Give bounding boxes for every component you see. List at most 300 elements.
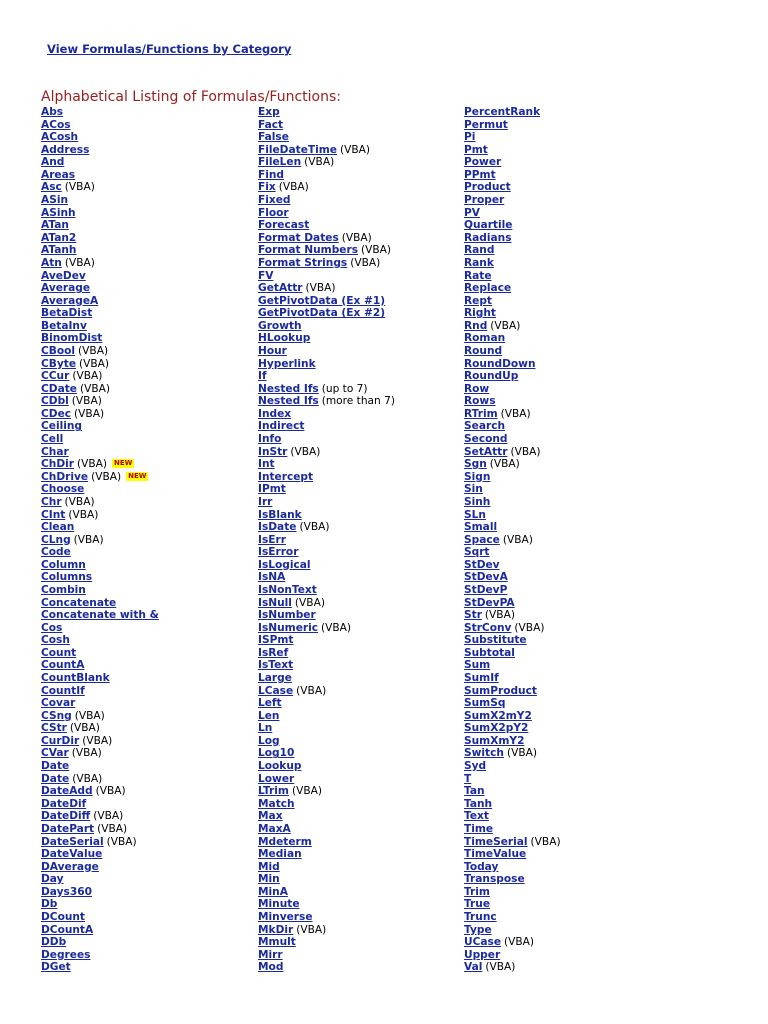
function-link[interactable]: FileDateTime [258, 143, 337, 156]
function-list-item [464, 332, 664, 345]
function-note: (up to 7) [321, 382, 368, 395]
function-link[interactable]: InStr [258, 445, 288, 458]
function-list-item [258, 685, 458, 698]
function-link[interactable]: Time [464, 822, 494, 835]
function-link[interactable]: Text [464, 810, 489, 823]
function-link[interactable]: CStr [41, 722, 67, 735]
function-link[interactable]: Val [464, 961, 483, 974]
function-list-item [258, 534, 458, 547]
function-link[interactable]: SumProduct [464, 684, 537, 697]
function-link[interactable]: CBool [41, 344, 76, 357]
function-link[interactable]: GetAttr [258, 282, 303, 295]
function-link[interactable]: CSng [41, 709, 72, 722]
function-list-item [464, 735, 664, 748]
function-list-item [41, 810, 241, 823]
function-list-item [464, 420, 664, 433]
function-note: (VBA) [299, 521, 330, 534]
function-link[interactable]: StrConv [464, 621, 512, 634]
function-list-item [258, 697, 458, 710]
function-link[interactable]: Degrees [41, 948, 91, 961]
function-link[interactable]: BetaDist [41, 307, 93, 320]
function-list-item [464, 697, 664, 710]
function-list-item [464, 634, 664, 647]
function-link[interactable]: Search [464, 420, 506, 433]
function-link[interactable]: IsError [258, 546, 299, 559]
function-link[interactable]: Days360 [41, 885, 92, 898]
function-link[interactable]: Rows [464, 395, 496, 408]
function-link[interactable]: Format Numbers [258, 244, 358, 257]
function-link[interactable]: Switch [464, 747, 504, 760]
function-list-item [258, 131, 458, 144]
function-link[interactable]: BinomDist [41, 332, 103, 345]
function-note: (VBA) [278, 181, 309, 194]
function-link[interactable]: RoundUp [464, 370, 519, 383]
function-list-item [464, 320, 664, 333]
function-link[interactable]: Date [41, 760, 70, 773]
function-link[interactable]: CountBlank [41, 672, 110, 685]
function-link[interactable]: DGet [41, 961, 71, 974]
function-link[interactable]: DCount [41, 911, 85, 923]
function-list-item [258, 509, 458, 522]
function-link[interactable]: Trim [464, 885, 490, 898]
function-list-item [464, 559, 664, 572]
function-link[interactable]: True [464, 898, 491, 911]
function-link[interactable]: ATan [41, 219, 69, 232]
function-link[interactable]: DateDif [41, 797, 87, 810]
function-link[interactable]: Second [464, 433, 508, 446]
function-link[interactable]: Fact [258, 118, 284, 131]
function-list-item [258, 181, 458, 194]
function-link[interactable]: IsNull [258, 596, 292, 609]
function-list-item [258, 836, 458, 849]
function-link[interactable]: SumX2pY2 [464, 722, 529, 735]
function-list-item [258, 156, 458, 169]
function-note: (VBA) [91, 470, 122, 483]
function-list-item [41, 886, 241, 899]
function-list-item [41, 634, 241, 647]
function-list-item [464, 458, 664, 471]
function-link[interactable]: Cosh [41, 634, 70, 647]
function-link[interactable]: Sum [464, 659, 491, 672]
function-link[interactable]: Row [464, 382, 490, 395]
function-link[interactable]: Power [464, 156, 502, 169]
function-list-item [464, 169, 664, 182]
function-link[interactable]: Rank [464, 256, 494, 269]
function-list-item [41, 307, 241, 320]
function-list-item [258, 521, 458, 534]
function-list-item [41, 949, 241, 962]
function-link[interactable]: Floor [258, 206, 289, 219]
function-link[interactable]: ASinh [41, 206, 76, 219]
function-link[interactable]: DateValue [41, 848, 103, 861]
function-link[interactable]: Subtotal [464, 646, 515, 659]
function-link[interactable]: Hour [258, 344, 287, 357]
function-link[interactable]: Round [464, 344, 503, 357]
function-list-item [464, 911, 664, 924]
function-link[interactable]: Sinh [464, 495, 491, 508]
function-list-item [41, 685, 241, 698]
function-link[interactable]: Mdeterm [258, 835, 312, 848]
function-link[interactable]: StDevP [464, 583, 508, 596]
function-link[interactable]: LTrim [258, 785, 289, 798]
function-link[interactable]: SumX2mY2 [464, 709, 532, 722]
function-link[interactable]: Clean [41, 521, 75, 534]
function-link[interactable]: Log10 [258, 747, 295, 760]
function-link[interactable]: ChDir [41, 458, 74, 471]
function-link[interactable]: Int [258, 458, 275, 471]
function-link[interactable]: IsText [258, 659, 294, 672]
function-link[interactable]: Asc [41, 181, 62, 194]
function-note: (VBA) [93, 810, 124, 823]
function-link[interactable]: StDevPA [464, 596, 515, 609]
function-list-item [464, 898, 664, 911]
function-list-item [41, 194, 241, 207]
function-link[interactable]: Syd [464, 760, 487, 773]
function-list-item [464, 773, 664, 786]
function-link[interactable]: Substitute [464, 634, 527, 647]
function-link[interactable]: CLng [41, 533, 71, 546]
function-link[interactable]: Replace [464, 282, 512, 295]
function-link[interactable]: Chr [41, 495, 62, 508]
function-link[interactable]: Lower [258, 772, 295, 785]
function-link[interactable]: Db [41, 898, 58, 911]
function-link[interactable]: Hyperlink [258, 357, 316, 370]
function-link[interactable]: MaxA [258, 822, 291, 835]
function-link[interactable]: T [464, 772, 472, 785]
function-link[interactable]: Quartile [464, 219, 513, 232]
function-list-item [258, 798, 458, 811]
function-link[interactable]: Day [41, 873, 64, 886]
function-link[interactable]: UCase [464, 936, 502, 949]
function-link[interactable]: DatePart [41, 822, 95, 835]
function-list-item [464, 521, 664, 534]
function-link[interactable]: Format Dates [258, 231, 339, 244]
function-link[interactable]: SetAttr [464, 445, 508, 458]
function-list-item [258, 597, 458, 610]
function-note: (VBA) [72, 772, 103, 785]
function-link[interactable]: SumIf [464, 672, 499, 685]
function-link[interactable]: Mid [258, 860, 280, 873]
function-link[interactable]: DateSerial [41, 835, 104, 848]
function-link[interactable]: Date [41, 772, 70, 785]
function-link[interactable]: MinA [258, 885, 288, 898]
function-list-item [258, 722, 458, 735]
function-list-item [258, 370, 458, 383]
function-link[interactable]: Covar [41, 697, 76, 710]
function-list-item [41, 936, 241, 949]
function-list-item [464, 270, 664, 283]
function-link[interactable]: StDevA [464, 571, 508, 584]
function-link[interactable]: False [258, 131, 289, 144]
function-link[interactable]: DAverage [41, 860, 99, 873]
function-link[interactable]: IPmt [258, 483, 286, 496]
function-link[interactable]: CVar [41, 747, 69, 760]
function-list-item [464, 609, 664, 622]
function-link[interactable]: Concatenate [41, 596, 117, 609]
function-link[interactable]: IsErr [258, 533, 286, 546]
function-link[interactable]: ATanh [41, 244, 77, 257]
function-link[interactable]: DCountA [41, 923, 94, 936]
function-link[interactable]: SumXmY2 [464, 734, 525, 747]
function-link[interactable]: Small [464, 521, 498, 534]
function-link[interactable]: CurDir [41, 734, 80, 747]
function-list-item [41, 760, 241, 773]
function-link[interactable]: Indirect [258, 420, 305, 433]
function-link[interactable]: Sin [464, 483, 483, 496]
function-link[interactable]: Today [464, 860, 499, 873]
function-link[interactable]: Transpose [464, 873, 525, 886]
function-link[interactable]: PercentRank [464, 106, 541, 118]
function-link[interactable]: CCur [41, 370, 70, 383]
function-link[interactable]: Format Strings [258, 256, 348, 269]
function-link[interactable]: Ln [258, 722, 273, 735]
function-link[interactable]: Info [258, 433, 282, 446]
function-link[interactable]: ATan2 [41, 231, 77, 244]
function-link[interactable]: DDb [41, 936, 67, 949]
function-list-item [258, 345, 458, 358]
function-link[interactable]: CByte [41, 357, 77, 370]
function-link[interactable]: Upper [464, 948, 501, 961]
function-link[interactable]: Sign [464, 470, 491, 483]
function-link[interactable]: Rate [464, 269, 492, 282]
function-link[interactable]: Rand [464, 244, 495, 257]
new-badge: NEW [114, 459, 133, 468]
function-link[interactable]: If [258, 370, 267, 383]
function-link[interactable]: Combin [41, 583, 86, 596]
function-link[interactable]: Concatenate with & [41, 609, 159, 622]
function-link[interactable]: Address [41, 143, 90, 156]
function-link[interactable]: Log [258, 734, 280, 747]
function-link[interactable]: FV [258, 269, 274, 282]
function-link[interactable]: Right [464, 307, 496, 320]
function-list-item [464, 584, 664, 597]
function-note: (VBA) [68, 508, 99, 521]
function-link[interactable]: SumSq [464, 697, 506, 710]
function-link[interactable]: Min [258, 873, 280, 886]
function-link[interactable]: MkDir [258, 923, 294, 936]
function-link[interactable]: Proper [464, 194, 505, 207]
function-link[interactable]: Pi [464, 131, 476, 144]
function-link[interactable]: ACos [41, 118, 71, 131]
function-note: (VBA) [106, 835, 137, 848]
function-list-item [464, 496, 664, 509]
function-link[interactable]: Count [41, 646, 77, 659]
function-note: (VBA) [291, 785, 322, 798]
function-list-item [464, 383, 664, 396]
function-list-item [41, 534, 241, 547]
function-list-item [41, 270, 241, 283]
function-link[interactable]: TimeValue [464, 848, 527, 861]
function-link[interactable]: Column [41, 558, 86, 571]
function-link[interactable]: IsLogical [258, 558, 311, 571]
function-link[interactable]: Roman [464, 332, 506, 345]
function-note: (VBA) [350, 256, 381, 269]
function-link[interactable]: IsNumber [258, 609, 316, 622]
function-link[interactable]: LCase [258, 684, 294, 697]
function-link[interactable]: Fix [258, 181, 276, 194]
function-list-item [41, 836, 241, 849]
function-list-item [258, 747, 458, 760]
function-list-item [258, 949, 458, 962]
function-link[interactable]: Fixed [258, 194, 291, 207]
function-link[interactable]: IsNumeric [258, 621, 319, 634]
function-list-item [41, 823, 241, 836]
function-link[interactable]: Minverse [258, 911, 313, 923]
function-link[interactable]: CInt [41, 508, 66, 521]
function-link[interactable]: Mod [258, 961, 284, 974]
function-list-item [258, 760, 458, 773]
function-link[interactable]: TimeSerial [464, 835, 528, 848]
function-link[interactable]: Columns [41, 571, 93, 584]
function-list-item [464, 659, 664, 672]
function-link[interactable]: Code [41, 546, 71, 559]
function-link[interactable]: Str [464, 609, 482, 622]
function-link[interactable]: ACosh [41, 131, 79, 144]
function-list-item [258, 898, 458, 911]
function-link[interactable]: Areas [41, 168, 76, 181]
function-link[interactable]: DateDiff [41, 810, 91, 823]
function-note: (VBA) [290, 445, 321, 458]
function-link[interactable]: Left [258, 697, 282, 710]
function-link[interactable]: Choose [41, 483, 85, 496]
function-list-item [464, 848, 664, 861]
function-link[interactable]: Trunc [464, 911, 497, 923]
function-link[interactable]: CDec [41, 407, 72, 420]
function-link[interactable]: Match [258, 797, 295, 810]
function-link[interactable]: StDev [464, 558, 500, 571]
function-link[interactable]: Space [464, 533, 500, 546]
function-list-item [41, 106, 241, 119]
function-link[interactable]: Len [258, 709, 280, 722]
function-link[interactable]: Rnd [464, 319, 488, 332]
function-link[interactable]: FileLen [258, 156, 302, 169]
function-link[interactable]: CDbl [41, 395, 69, 408]
function-link[interactable]: Lookup [258, 760, 302, 773]
function-link[interactable]: BetaInv [41, 319, 87, 332]
function-note: (VBA) [361, 244, 392, 257]
function-list-item [41, 672, 241, 685]
function-link[interactable]: HLookup [258, 332, 311, 345]
function-link[interactable]: Nested Ifs [258, 382, 319, 395]
function-link[interactable]: DateAdd [41, 785, 93, 798]
function-link[interactable]: PPmt [464, 168, 496, 181]
function-link[interactable]: Pmt [464, 143, 488, 156]
function-link[interactable]: Growth [258, 319, 302, 332]
function-list-item [464, 798, 664, 811]
function-list-item [41, 383, 241, 396]
function-link[interactable]: AverageA [41, 294, 99, 307]
function-list-item [258, 383, 458, 396]
function-link[interactable]: Cos [41, 621, 63, 634]
function-list-item [41, 961, 241, 974]
function-list-item [258, 270, 458, 283]
function-link[interactable]: IsBlank [258, 508, 302, 521]
function-link[interactable]: Find [258, 168, 284, 181]
function-link[interactable]: Max [258, 810, 283, 823]
function-list-item [464, 961, 664, 974]
function-link[interactable]: Mirr [258, 948, 283, 961]
function-link[interactable]: CDate [41, 382, 77, 395]
function-link[interactable]: ASin [41, 194, 69, 207]
function-link[interactable]: CountA [41, 659, 85, 672]
function-link[interactable]: And [41, 156, 65, 169]
function-link[interactable]: Char [41, 445, 69, 458]
function-link[interactable]: CountIf [41, 684, 85, 697]
function-link[interactable]: RoundDown [464, 357, 536, 370]
function-link[interactable]: AveDev [41, 269, 86, 282]
alphabetical-listing-heading: Alphabetical Listing of Formulas/Functions: [41, 89, 341, 105]
function-link[interactable]: Irr [258, 495, 273, 508]
function-link[interactable]: IsDate [258, 521, 297, 534]
function-link[interactable]: Permut [464, 118, 508, 131]
function-list-item [258, 936, 458, 949]
function-link[interactable]: Average [41, 282, 91, 295]
function-link[interactable]: Mmult [258, 936, 296, 949]
function-link[interactable]: ISPmt [258, 634, 294, 647]
function-link[interactable]: Index [258, 407, 292, 420]
function-link[interactable]: Median [258, 848, 302, 861]
function-list-item [258, 295, 458, 308]
function-link[interactable]: Sgn [464, 458, 487, 471]
function-link[interactable]: RTrim [464, 407, 498, 420]
function-note: (VBA) [304, 156, 335, 169]
view-by-category-link[interactable]: View Formulas/Functions by Category [47, 42, 292, 56]
function-list-item [41, 446, 241, 459]
function-link[interactable]: GetPivotData (Ex #2) [258, 307, 386, 320]
function-list-item [464, 358, 664, 371]
function-link[interactable]: Abs [41, 106, 64, 118]
function-link[interactable]: SLn [464, 508, 486, 521]
function-list-item [258, 659, 458, 672]
function-list-item [41, 395, 241, 408]
function-link[interactable]: IsNonText [258, 583, 317, 596]
function-note: (VBA) [485, 961, 516, 974]
function-link[interactable]: Rept [464, 294, 492, 307]
function-note: (VBA) [506, 747, 537, 760]
function-link[interactable]: IsRef [258, 646, 289, 659]
function-link[interactable]: Sqrt [464, 546, 490, 559]
function-list-item [41, 345, 241, 358]
function-list-item [41, 420, 241, 433]
function-link[interactable]: Tan [464, 785, 485, 798]
function-list-item [464, 836, 664, 849]
new-badge: NEW [128, 471, 147, 480]
function-link[interactable]: Minute [258, 898, 300, 911]
function-link[interactable]: Forecast [258, 219, 310, 232]
function-list-item [464, 345, 664, 358]
function-link[interactable]: Ceiling [41, 420, 82, 433]
function-link[interactable]: Large [258, 672, 292, 685]
function-link[interactable]: Exp [258, 106, 280, 118]
function-link[interactable]: Product [464, 181, 511, 194]
function-link[interactable]: Cell [41, 433, 64, 446]
function-link[interactable]: Nested Ifs [258, 395, 319, 408]
function-link[interactable]: GetPivotData (Ex #1) [258, 294, 386, 307]
function-link[interactable]: Atn [41, 256, 62, 269]
function-link[interactable]: PV [464, 206, 480, 219]
function-link[interactable]: Type [464, 923, 492, 936]
function-list-item [258, 332, 458, 345]
function-link[interactable]: Tanh [464, 797, 493, 810]
function-note: (VBA) [76, 458, 107, 471]
function-list-item [464, 144, 664, 157]
function-link[interactable]: Intercept [258, 470, 314, 483]
function-link[interactable]: ChDrive [41, 470, 89, 483]
function-link[interactable]: Radians [464, 231, 512, 244]
function-list-item [258, 622, 458, 635]
function-list-item [258, 358, 458, 371]
function-link[interactable]: IsNA [258, 571, 286, 584]
